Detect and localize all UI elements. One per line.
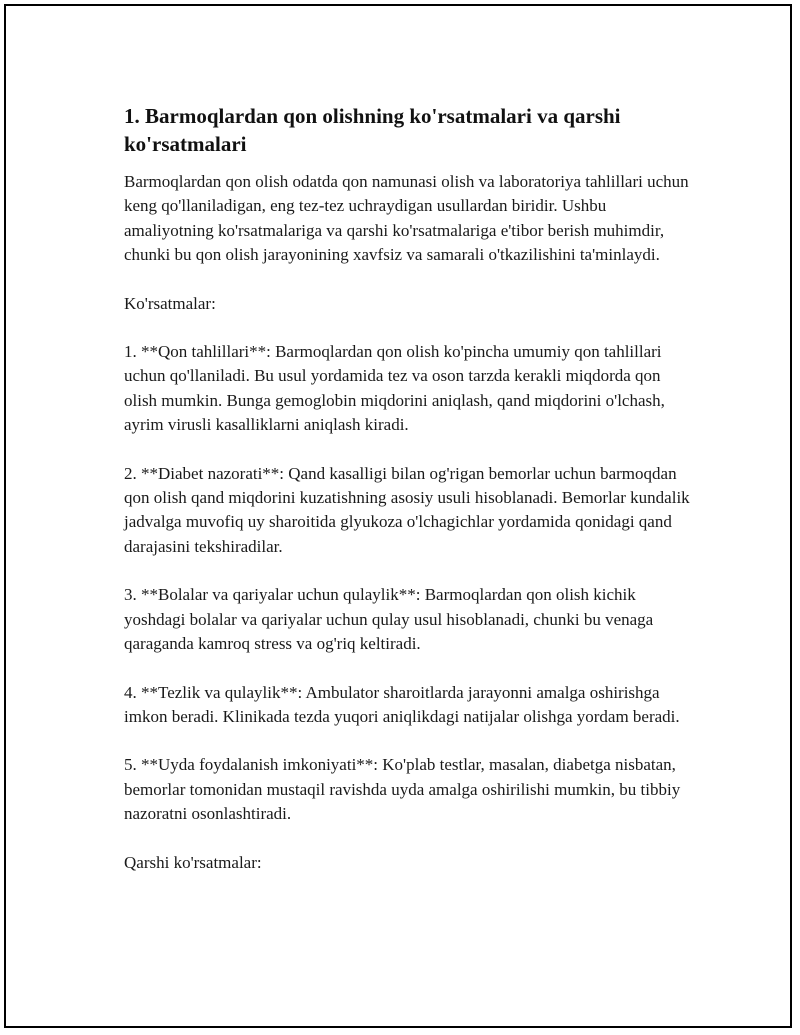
- intro-paragraph: Barmoqlardan qon olish odatda qon namunasi olish va laboratoriya tahlillari uchun keng qo'llaniladigan, eng tez-tez uchraydigan usullardan biridir. Ushbu amaliyotning ko'rsatmalariga va qarshi ko'rsatmalariga e'tibor berish muhimdir, chunki bu qon olish jarayonining xavfsiz va samarali o'tkazilishini ta'minlaydi.: [124, 172, 689, 265]
- document-body: [124, 102, 696, 899]
- indication-item-3: 3. **Bolalar va qariyalar uchun qulaylik**: Barmoqlardan qon olish kichik yoshdagi bolalar va qariyalar uchun qulay usul hisoblanadi, chunki bu venaga qaraganda kamroq stress va og'riq keltiradi.: [124, 585, 654, 654]
- indication-item-5: 5. **Uyda foydalanish imkoniyati**: Ko'plab testlar, masalan, diabetga nisbatan, bemorlar tomonidan mustaqil ravishda uyda amalga oshirilishi mumkin, bu tibbiy nazoratni osonlashtiradi.: [124, 755, 681, 824]
- indication-item-2: 2. **Diabet nazorati**: Qand kasalligi bilan og'rigan bemorlar uchun barmoqdan qon olish qand miqdorini kuzatishning asosiy usuli hisoblanadi. Bemorlar kundalik jadvalga muvofiq uy sharoitida glyukoza o'lchagichlar yordamida qonidagi qand darajasini tekshiradilar.: [124, 463, 690, 556]
- section-heading: 1. Barmoqlardan qon olishning ko'rsatmalari va qarshi ko'rsatmalari: [124, 104, 621, 156]
- indication-item-1: 1. **Qon tahlillari**: Barmoqlardan qon olish ko'pincha umumiy qon tahlillari uchun qo'llaniladi. Bu usul yordamida tez va oson tarzda kerakli miqdorda qon olish mumkin. Bunga gemoglobin miqdorini aniqlash, qand miqdorini o'lchash, ayrim virusli kasalliklarni aniqlash kiradi.: [124, 342, 665, 435]
- indications-heading: Ko'rsatmalar:: [124, 293, 216, 313]
- contraindications-heading: Qarshi ko'rsatmalar:: [124, 852, 262, 872]
- indication-item-4: 4. **Tezlik va qulaylik**: Ambulator sharoitlarda jarayonni amalga oshirishga imkon beradi. Klinikada tezda yuqori aniqlikdagi natijalar olishga yordam beradi.: [124, 682, 680, 726]
- page-frame: [4, 4, 792, 1028]
